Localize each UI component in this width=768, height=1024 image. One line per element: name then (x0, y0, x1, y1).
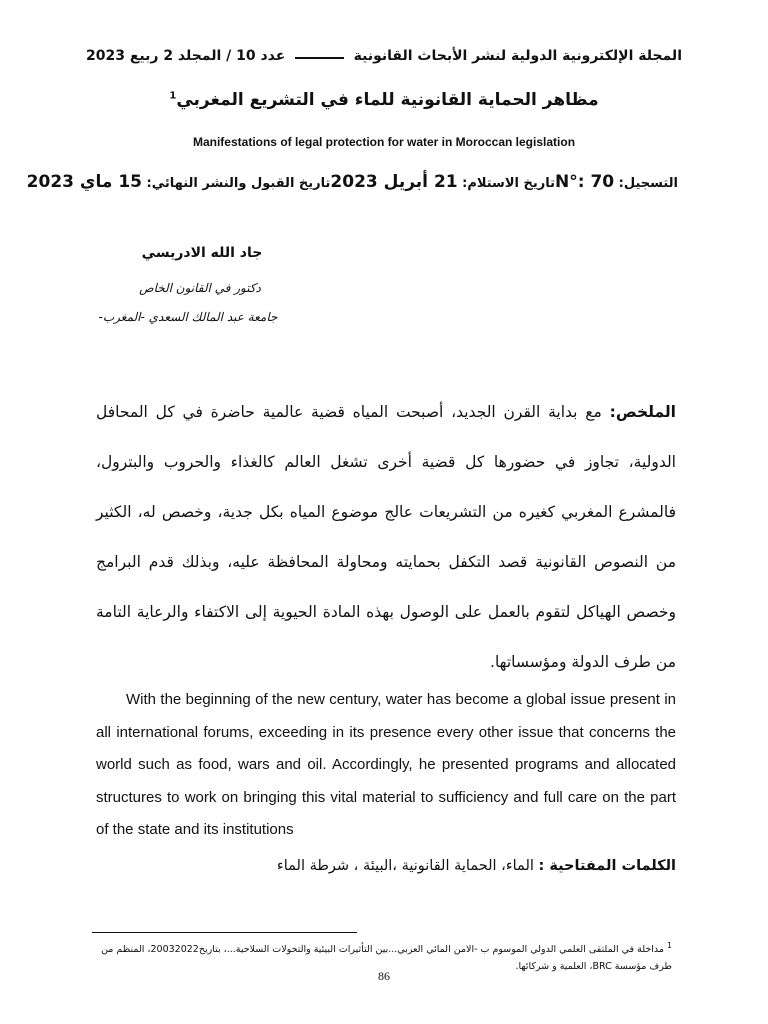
author-university: جامعة عبد المالك السعدي -المغرب- (98, 310, 278, 324)
accepted-date (27, 172, 331, 192)
keywords (96, 858, 676, 874)
abstract-english (96, 684, 676, 847)
footnote-text: مداخلة في الملتقى العلمي الدولي الموسوم ب -الامن المائي العربي...بين التأثيرات البيئية والتحولات السلاحية...، بتاريخ20032022، المنظم من طرف مؤسسة BRC، العلمية و شركائها. (101, 944, 672, 973)
accepted-value: 15 ماي 2023 (26, 172, 142, 192)
received-date (330, 172, 555, 192)
article-title-text: مظاهر الحماية القانونية للماء في التشريع المغربي (176, 90, 599, 110)
abstract-english-text: With the beginning of the new century, water has become a global issue present in all international forums, exceeding in its presence every other issue that concerns the world such as food, wars and oil. Accordingly, he presented programs and allocated structures to work on bringing this vital material to sufficiency and full care on the part of the state and its institutions (96, 691, 676, 838)
article-title-ar (0, 90, 768, 110)
accepted-label: تاريخ القبول والنشر النهائي: (146, 176, 331, 191)
keywords-text: الماء، الحماية القانونية ،البيئة ، شرطة الماء (276, 858, 534, 874)
keywords-label: الكلمات المفتاحية : (538, 858, 676, 874)
registration-label: التسجيل: (618, 176, 678, 191)
submission-meta (26, 172, 678, 192)
author-degree: دكتور في القانون الخاص (139, 281, 261, 295)
received-label: تاريخ الاستلام: (462, 176, 555, 191)
footnote-mark: 1 (666, 941, 672, 950)
issue-info: عدد 10 / المجلد 2 ربيع 2023 (86, 48, 286, 64)
header-separator (295, 57, 343, 59)
running-header (86, 44, 682, 68)
footnote-divider (92, 932, 357, 933)
title-footnote-mark: 1 (169, 90, 177, 102)
abstract-arabic-text: مع بداية القرن الجديد، أصبحت المياه قضية عالمية حاضرة في كل المحافل الدولية، تجاوز في حضورها كل قضية أخرى تشغل العالم كالغذاء والحروب والبترول، فالمشرع المغربي كغيره من التشريعات عالج موضوع المياه بكل جدية، وخصص له، الكثير من النصوص القانونية قصد التكفل بحمايته ومحاولة المحافظة عليه، وبذلك قدم البرامج وخصص الهياكل لتقوم بالعمل على الوصول بهذه المادة الحيوية إلى الاكتفاء والرعاية التامة من طرف الدولة ومؤسساتها. (96, 403, 676, 671)
article-title-en: Manifestations of legal protection for water in Moroccan legislation (192, 135, 576, 149)
journal-name: المجلة الإلكترونية الدولية لنشر الأبحاث القانونية (353, 48, 682, 64)
registration-number (555, 172, 678, 192)
registration-value: N°: 70 (555, 172, 615, 192)
author-name: جاد الله الادريسي (141, 245, 263, 261)
page-number: 86 (378, 969, 390, 983)
abstract-arabic (96, 387, 676, 687)
received-value: 21 أبريل 2023 (330, 172, 458, 192)
abstract-label: الملخص: (609, 403, 676, 421)
